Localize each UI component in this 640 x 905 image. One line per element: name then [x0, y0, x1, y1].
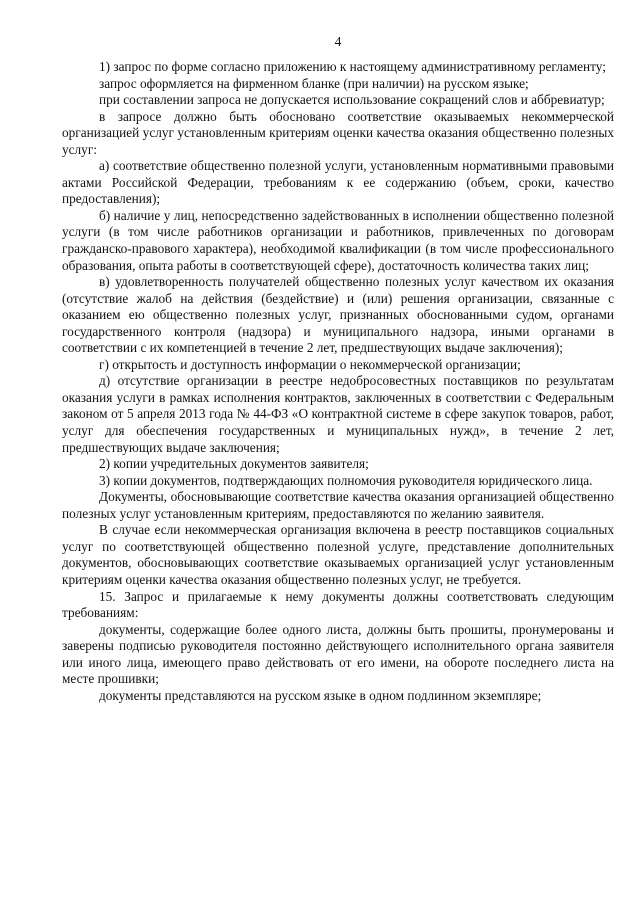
page-number: 4	[334, 34, 342, 49]
paragraph-registry-case: В случае если некоммерческая организация включена в реестр поставщиков социальных услуг по соответствующей общественно полезной услуге, представление дополнительных документов, обосновывающих соответствие оказываемых организацией услуг установленным критериям оценки качества оказания общественно полезных услуг, не требуется.	[62, 522, 614, 587]
paragraph-item-v: в) удовлетворенность получателей общественно полезных услуг качеством их оказания (отсутствие жалоб на действия (бездействие) и (или) решения организации, связанные с оказанием ею общественно полезных услуг, признанных обоснованными судом, органами государственного контроля (надзора) и муниципального надзора, иными органами в соответствии с их компетенцией в течение 2 лет, предшествующих выдаче заключения);	[62, 274, 614, 356]
paragraph-authority-docs: 3) копии документов, подтверждающих полномочия руководителя юридического лица.	[99, 472, 593, 488]
paragraph-item-d: д) отсутствие организации в реестре недобросовестных поставщиков по результатам оказания услуги в рамках исполнения контрактов, заключенных в соответствии с Федеральным законом от 5 апреля 2013 года № 44-ФЗ «О контрактной системе в сфере закупок товаров, работ, услуг для обеспечения государственных и муниципальных нужд», в течение 2 лет, предшествующих выдаче заключения;	[62, 373, 614, 455]
paragraph-section-15: 15. Запрос и прилагаемые к нему документы должны соответствовать следующим требованиям:	[62, 588, 614, 621]
paragraph-item-g: г) открытость и доступность информации о некоммерческой организации;	[99, 356, 521, 372]
paragraph-justification: в запросе должно быть обосновано соответствие оказываемых некоммерческой организацией услуг установленным критериям оценки качества оказания общественно полезных услуг:	[62, 108, 614, 157]
paragraph-russian-language: документы представляются на русском языке в одном подлинном экземпляре;	[99, 687, 542, 703]
paragraph-request-form: 1) запрос по форме согласно приложению к настоящему административному регламенту;	[99, 59, 606, 74]
paragraph-founding-docs: 2) копии учредительных документов заявителя;	[99, 456, 369, 472]
paragraph-optional-docs: Документы, обосновывающие соответствие качества оказания организацией общественно полезных услуг установленным критериям, предоставляются по желанию заявителя.	[62, 489, 614, 521]
paragraph-multi-page-docs: документы, содержащие более одного листа, должны быть прошиты, пронумерованы и заверены подписью руководителя постоянно действующего исполнительного органа заявителя или иного лица, имеющего право действовать от его имени, на обороте последнего листа на месте прошивки;	[62, 621, 614, 687]
paragraph-item-b: б) наличие у лиц, непосредственно задействованных в исполнении общественно полезной услуги (в том числе работников организации и работников, привлеченных по договорам гражданско-правового характера), необходимой квалификации (в том числе профессионального образования, опыта работы в соответствующей сфере), достаточность количества таких лиц;	[62, 207, 614, 273]
paragraph-no-abbreviations: при составлении запроса не допускается использование сокращений слов и аббревиатур;	[99, 92, 605, 108]
paragraph-item-a: а) соответствие общественно полезной услуги, установленным нормативными правовыми актами Российской Федерации, требованиям к ее содержанию (объем, сроки, качество предоставления);	[62, 158, 614, 207]
paragraph-letterhead: запрос оформляется на фирменном бланке (при наличии) на русском языке;	[99, 75, 529, 91]
document-body	[62, 59, 614, 704]
